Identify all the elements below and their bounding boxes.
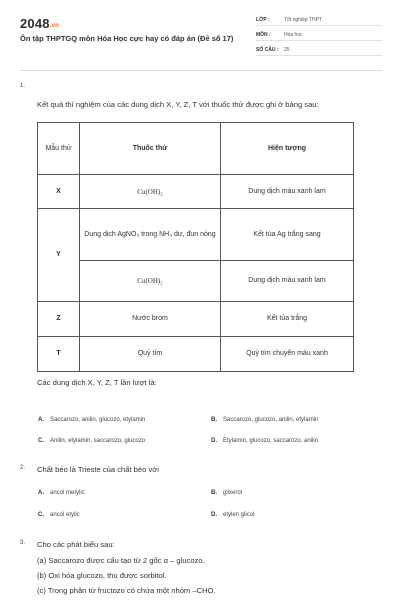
table-row <box>38 261 354 302</box>
cell-result: Dung dịch màu xanh lam <box>221 175 354 209</box>
cell-sample: T <box>38 337 80 372</box>
statement-c: (c) Trong phân tử fructozo có chứa một nhóm –CHO. <box>37 586 216 595</box>
question-followup: Các dung dịch X, Y, Z, T lần lượt là: <box>37 378 157 387</box>
header-result: Hiện tượng <box>221 123 354 175</box>
header-reagent: Thuốc thử <box>80 123 221 175</box>
results-table <box>37 122 354 372</box>
cell-reagent: Cu(OH)₂ <box>80 175 221 209</box>
table-row <box>38 337 354 372</box>
answer-option-a[interactable]: A. ancol metylic <box>38 490 85 496</box>
question-prompt: Chất béo là Trieste của chất béo với <box>37 465 159 474</box>
cell-sample: X <box>38 175 80 209</box>
cell-reagent: Cu(OH)₂ <box>80 261 221 302</box>
page-header: 2048.vn Ôn tập THPTGQ môn Hóa Học cực hay có đáp án (Đề số 17) LỚP : Tốt nghiệp THPT MÔN : Hóa học SỐ CÂU : 25 <box>0 0 400 72</box>
answer-option-a[interactable]: A. Saccarozo, anilin, glucozo, etylamin <box>38 417 146 423</box>
table-header-row <box>38 123 354 175</box>
cell-reagent: Nước brom <box>80 302 221 337</box>
table-row <box>38 302 354 337</box>
question-number: 2. <box>20 465 26 471</box>
answer-option-d[interactable]: D. etylen glicol <box>211 512 255 518</box>
cell-reagent: Dung dịch AgNO₃ trong NH₃ dư, đun nóng <box>80 209 221 261</box>
site-logo[interactable]: 2048.vn <box>20 16 60 31</box>
cell-sample: Y <box>38 209 80 302</box>
statement-a: (a) Saccarozo được cấu tạo từ 2 gốc α – glucozo. <box>37 556 205 565</box>
table-row <box>38 175 354 209</box>
answer-option-c[interactable]: C. Anilin, etylamin, saccarozo, glucozo <box>38 438 146 444</box>
header-divider <box>20 70 382 71</box>
answer-option-b[interactable]: B. Saccarozo, glucozo, anilin, etylamin <box>211 417 319 423</box>
header-sample: Mẫu thử <box>38 123 80 175</box>
answer-option-b[interactable]: B. glixerol <box>211 490 243 496</box>
cell-result: Kết tủa Ag trắng sang <box>221 209 354 261</box>
cell-reagent: Quỳ tím <box>80 337 221 372</box>
cell-sample: Z <box>38 302 80 337</box>
statement-b: (b) Oxi hóa glucozo, thu được sorbitol. <box>37 571 167 580</box>
document-title: Ôn tập THPTGQ môn Hóa Học cực hay có đáp án (Đề số 17) <box>20 34 234 43</box>
question-number: 1. <box>20 83 26 89</box>
cell-result: Dung dịch màu xanh lam <box>221 261 354 302</box>
cell-result: Quỳ tím chuyển màu xanh <box>221 337 354 372</box>
question-prompt: Cho các phát biểu sau: <box>37 540 115 549</box>
question-number: 3. <box>20 540 26 546</box>
cell-result: Kết tủa trắng <box>221 302 354 337</box>
question-prompt: Kết quả thí nghiệm của các dung dịch X, Y, Z, T với thuốc thử được ghi ở bảng sau: <box>37 100 319 109</box>
answer-option-c[interactable]: C. ancol etylic <box>38 512 80 518</box>
table-row <box>38 209 354 261</box>
answer-option-d[interactable]: D. Etylamin, glucozo, saccarozo, anilin <box>211 438 319 444</box>
